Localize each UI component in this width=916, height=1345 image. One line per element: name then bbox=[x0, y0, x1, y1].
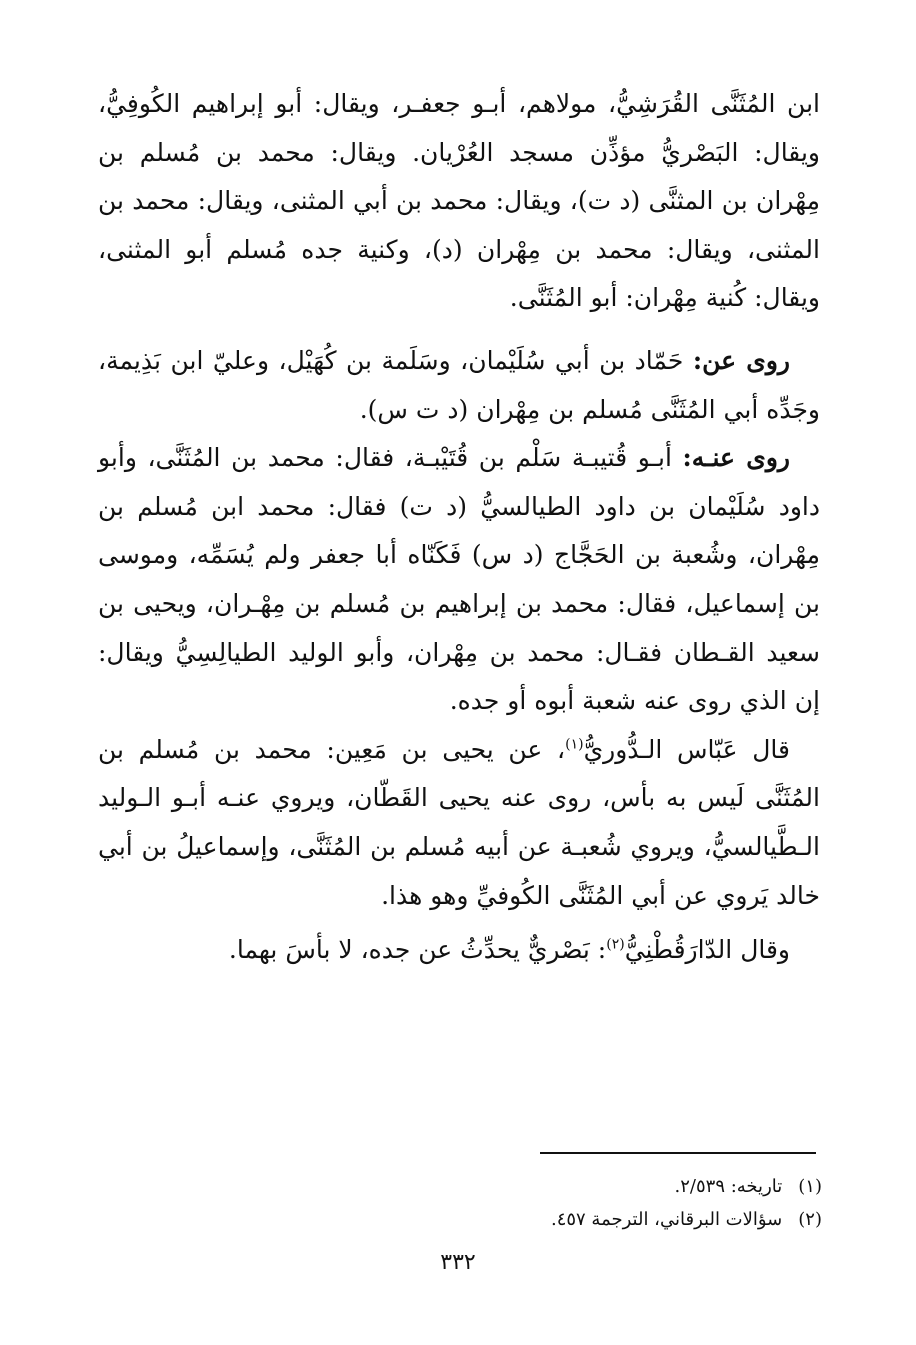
rawa-an-text: حَمّاد بن أبي سُلَيْمان، وسَلَمة بن كُهَيْل، وعليّ ابن بَذِيمة، وجَدِّه أبي المُثَنَّى مُسلم بن مِهْران (د ت س). bbox=[98, 345, 820, 424]
footnote-number: (٢) bbox=[798, 1209, 822, 1230]
footnote-divider bbox=[540, 1152, 816, 1154]
rawa-anhu-paragraph bbox=[98, 434, 820, 726]
footnote-ref-1[interactable]: (١) bbox=[565, 736, 584, 753]
rawa-an-paragraph bbox=[98, 337, 820, 434]
daraqutni-quote-text: : بَصْريٌّ يحدِّثُ عن جده، لا بأسَ بهما. bbox=[228, 935, 607, 965]
footnote-ref-2[interactable]: (٢) bbox=[606, 936, 625, 953]
page-number: ٣٣٢ bbox=[440, 1250, 476, 1275]
abbas-quote-lead: قال عَبّاس الـدُّوريُّ bbox=[583, 734, 790, 764]
footnote-text: تاريخه: ٢/٥٣٩. bbox=[674, 1176, 783, 1197]
daraqutni-quote-paragraph bbox=[98, 926, 820, 975]
abbas-quote-paragraph bbox=[98, 726, 820, 920]
daraqutni-quote-lead: وقال الدّارَقُطْنِيُّ bbox=[624, 935, 790, 965]
main-text bbox=[98, 80, 820, 975]
intro-paragraph: ابن المُثَنَّى القُرَشِيُّ، مولاهم، أبـو جعفـر، ويقال: أبو إبراهيم الكُوفِيُّ، ويقال: البَصْريُّ مؤذِّن مسجد العُرْيان. ويقال: محمد بن مُسلم بن مِهْران بن المثنَّى (د ت)، ويقال: محمد بن أبي المثنى، ويقال: محمد بن المثنى، ويقال: محمد بن مِهْران (د)، وكنية جده مُسلم أبو المثنى، ويقال: كُنية مِهْران: أبو المُثَنَّى. bbox=[98, 89, 820, 313]
footnotes bbox=[400, 1170, 822, 1236]
footnote-number: (١) bbox=[798, 1176, 822, 1197]
footnote-text: سؤالات البرقاني، الترجمة ٤٥٧. bbox=[550, 1209, 783, 1230]
rawa-anhu-text: أبـو قُتيبـة سَلْم بن قُتَيْبـة، فقال: محمد بن المُثَنَّى، وأبو داود سُلَيْمان بن داود الطيالسيُّ (د ت) فقال: محمد ابن مُسلم بن مِهْران، وشُعبة بن الحَجَّاج (د س) فَكَنّاه أبا جعفر ولم يُسَمِّه، وموسى بن إسماعيل، فقال: محمد بن إبراهيم بن مُسلم بن مِهْـران، ويحيى بن سعيد القـطان فقـال: محمد بن مِهْران، وأبو الوليد الطيالِسِيُّ ويقال: إن الذي روى عنه شعبة أبوه أو جده. bbox=[98, 443, 820, 716]
abbas-quote-text: ، عن يحيى بن مَعِين: محمد بن مُسلم بن المُثَنَّى لَيس به بأس، روى عنه يحيى القَطّان، ويروي عنـه أبـو الـوليد الـطَّيالسيُّ، ويروي شُعبـة عن أبيه مُسلم بن المُثَنَّى، وإسماعيلُ بن أبي خالد يَروي عن أبي المُثَنَّى الكُوفيِّ وهو هذا. bbox=[98, 734, 820, 910]
rawa-anhu-label: روى عنـه: bbox=[682, 443, 791, 473]
footnote-2 bbox=[400, 1203, 822, 1236]
footnote-1 bbox=[400, 1170, 822, 1203]
rawa-an-label: روى عن: bbox=[692, 345, 790, 375]
